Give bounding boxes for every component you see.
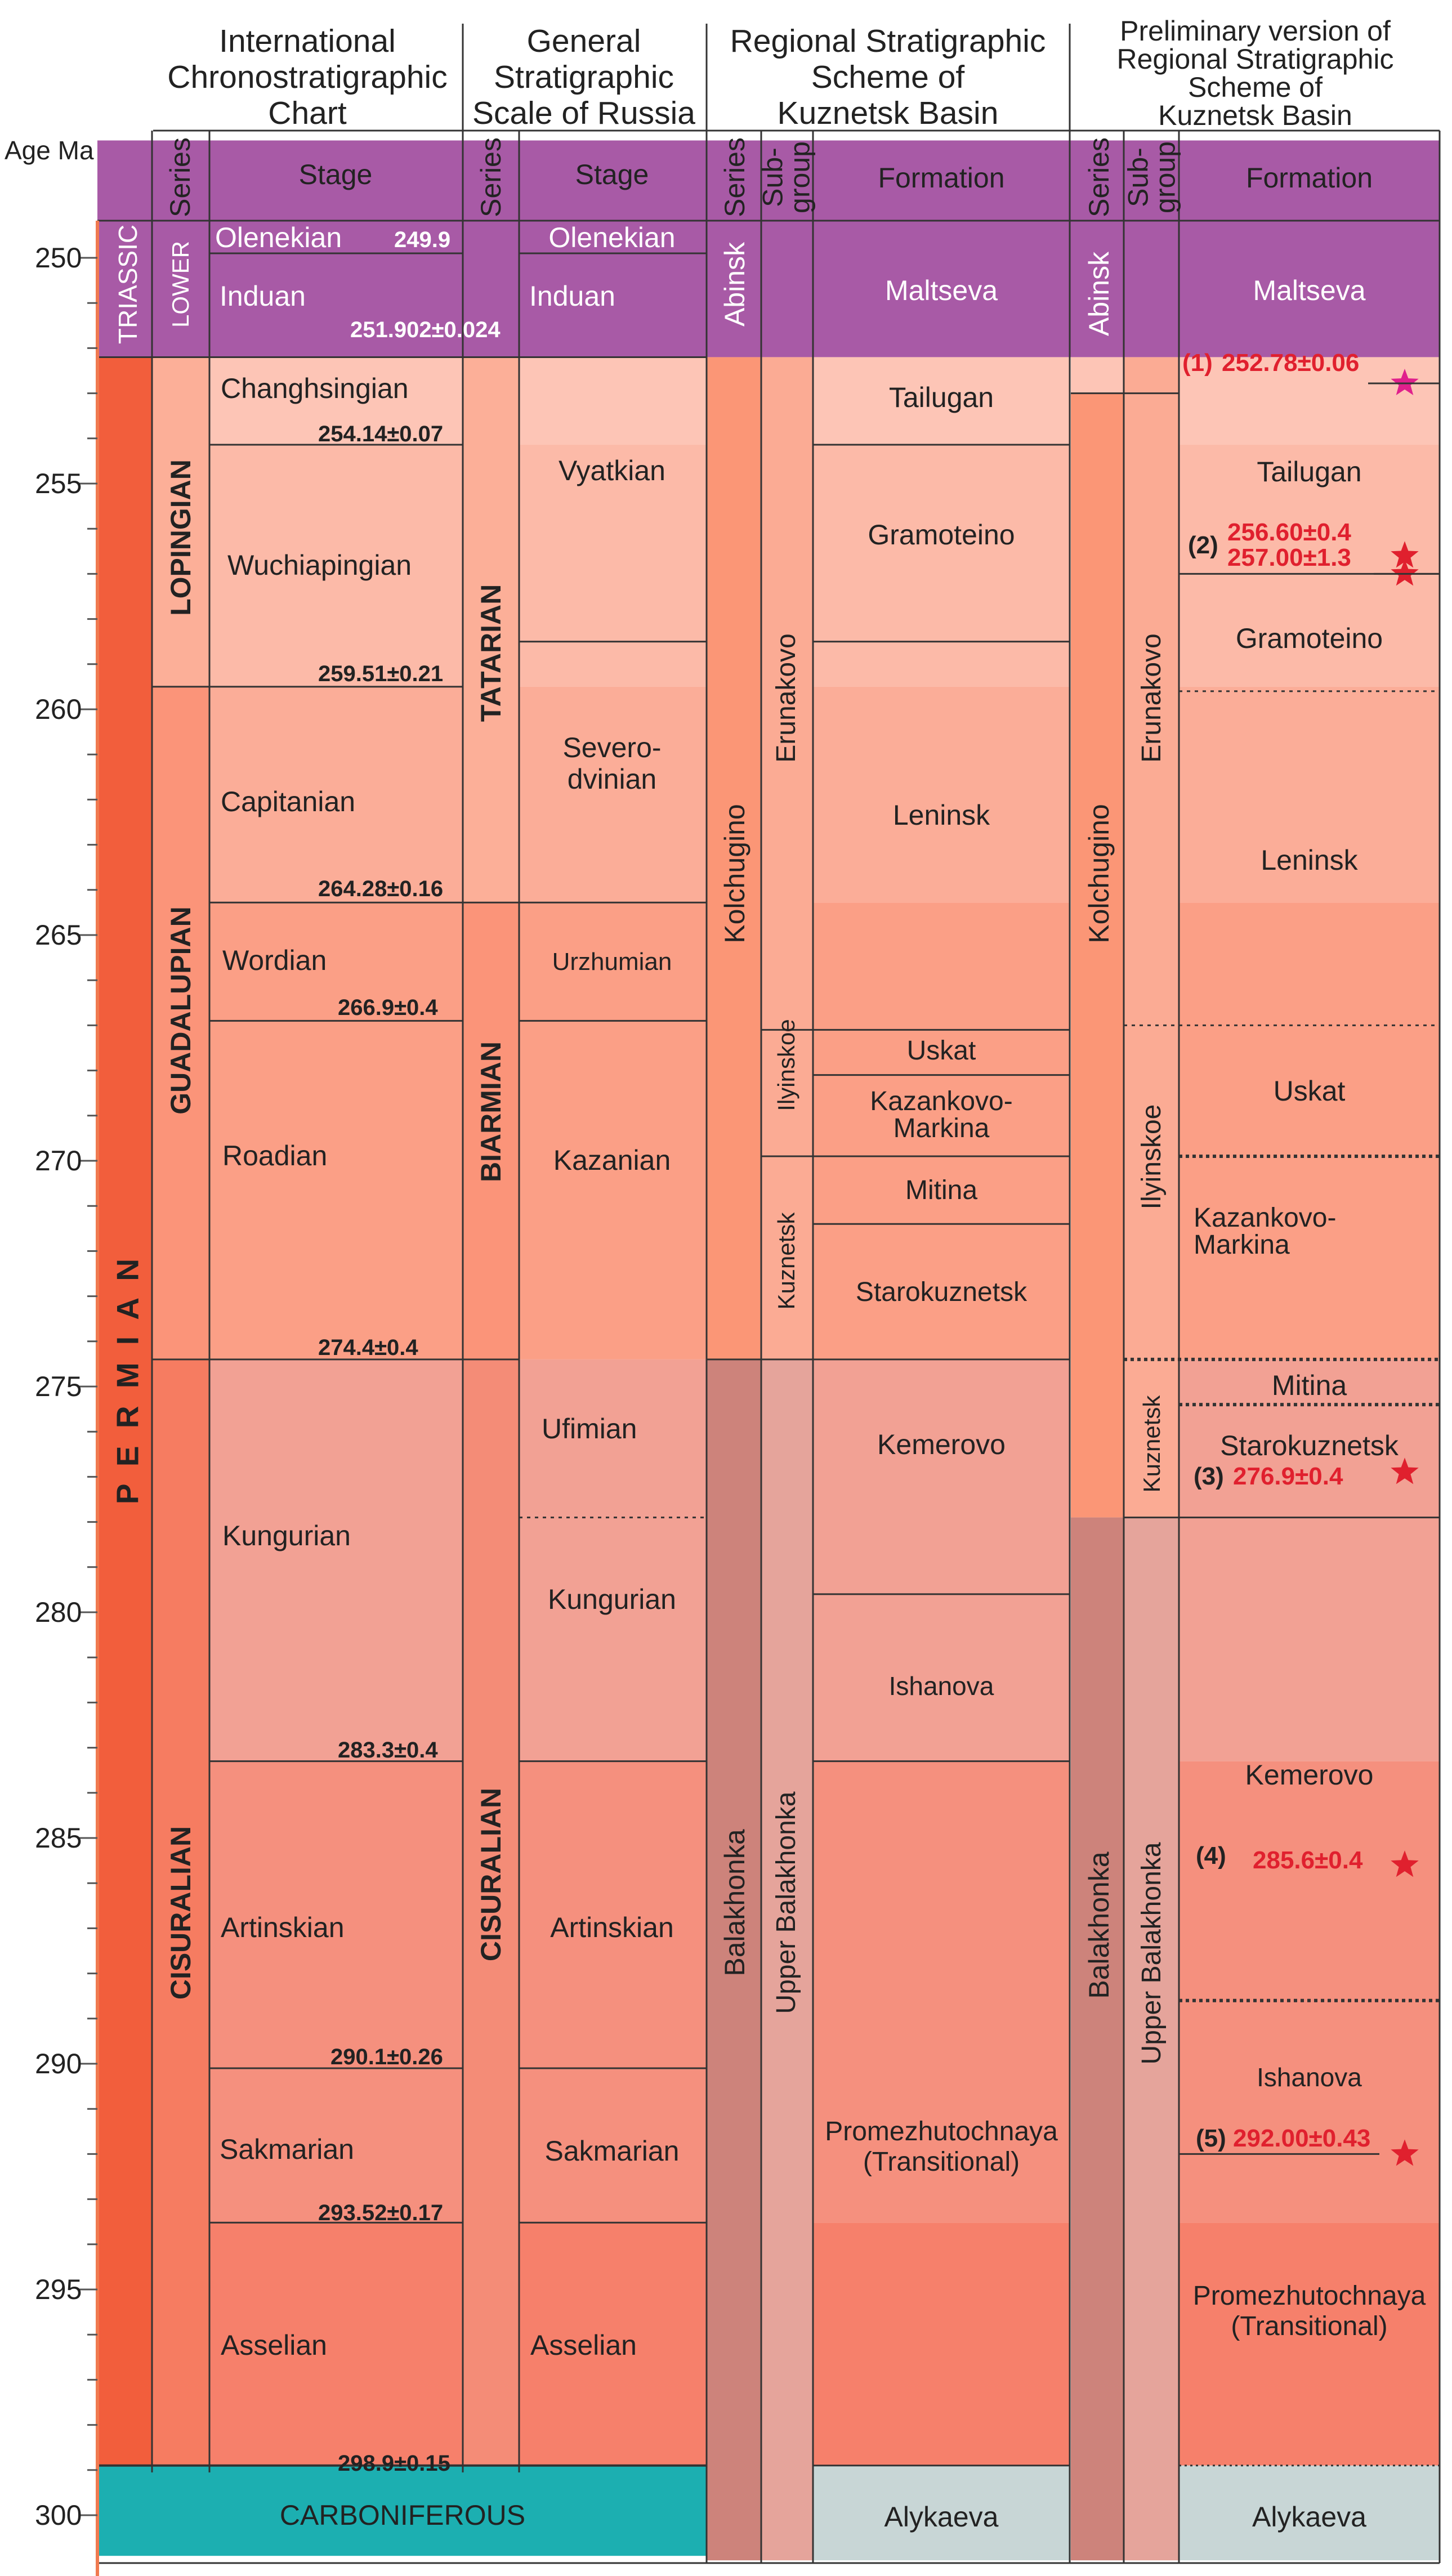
series-cisuralian: CISURALIAN bbox=[165, 1826, 196, 2000]
age-tick: 295 bbox=[35, 2274, 82, 2305]
stage-capitanian: Capitanian bbox=[221, 786, 356, 817]
date-value-5: 292.00±0.43 bbox=[1233, 2125, 1371, 2152]
pre-formation-kemerovo: Kemerovo bbox=[1245, 1759, 1374, 1791]
gss-severodvinian: Severo- dvinian bbox=[562, 732, 662, 795]
gss-kazanian: Kazanian bbox=[553, 1144, 671, 1176]
rss-formation-gramoteino: Gramoteino bbox=[868, 519, 1015, 551]
header-age: Age Ma bbox=[5, 136, 94, 165]
date-value-2b: 257.00±1.3 bbox=[1227, 544, 1351, 571]
gss-asselian: Asselian bbox=[530, 2329, 637, 2361]
rss-subgroup-ilyinskoe: Ilyinskoe bbox=[773, 1019, 799, 1111]
pre-formation-tailugan: Tailugan bbox=[1257, 456, 1362, 488]
age-tick: 285 bbox=[35, 1822, 82, 1854]
pre-formation-starokuznetsk: Starokuznetsk bbox=[1220, 1430, 1399, 1461]
series-lower: LOWER bbox=[167, 240, 194, 328]
formation-band bbox=[813, 2222, 1070, 2465]
age-tick: 250 bbox=[35, 242, 82, 274]
pre-series-abinsk: Abinsk bbox=[1083, 251, 1115, 337]
date-label-1: (1) bbox=[1182, 349, 1213, 377]
gss-olenekian: Olenekian bbox=[548, 222, 676, 253]
rss-formation-starokuznetsk: Starokuznetsk bbox=[855, 1277, 1027, 1307]
date-254.14: 254.14±0.07 bbox=[318, 422, 444, 446]
age-tick: 255 bbox=[35, 468, 82, 499]
rss-subgroup-kuznetsk: Kuznetsk bbox=[773, 1212, 799, 1310]
stage-sakmarian-ics: Sakmarian bbox=[220, 2134, 354, 2165]
pre-formation-gramoteino: Gramoteino bbox=[1235, 623, 1383, 654]
date-274.4: 274.4±0.4 bbox=[318, 1335, 418, 1360]
pre-formation-uskat: Uskat bbox=[1273, 1075, 1346, 1107]
header-preliminary: Preliminary version of Regional Stratigraphic Scheme of Kuznetsk Basin bbox=[1116, 15, 1394, 131]
pre-formation-mitina: Mitina bbox=[1271, 1370, 1347, 1401]
col-formation-rss: Formation bbox=[878, 162, 1005, 194]
gss-kungurian: Kungurian bbox=[548, 1584, 676, 1615]
date-label-4: (4) bbox=[1196, 1842, 1226, 1870]
rss-formation-mitina: Mitina bbox=[905, 1175, 978, 1205]
col-series-ics: Series bbox=[164, 137, 196, 217]
rss-formation-promezhutochnaya: Promezhutochnaya (Transitional) bbox=[825, 2117, 1058, 2177]
age-tick: 290 bbox=[35, 2048, 82, 2079]
pre-formation-alykaeva: Alykaeva bbox=[1252, 2501, 1366, 2533]
gss-artinskian: Artinskian bbox=[550, 1912, 674, 1943]
stage-asselian-ics: Asselian bbox=[221, 2329, 327, 2361]
header-ics: International Chronostratigraphic Chart bbox=[167, 23, 448, 131]
pre-subgroup-ilyinskoe: Ilyinskoe bbox=[1137, 1104, 1167, 1210]
series-biarmian: BIARMIAN bbox=[475, 1041, 507, 1182]
col-series-gss: Series bbox=[475, 137, 507, 217]
stage-wordian: Wordian bbox=[222, 945, 327, 976]
stage-wuchiapingian: Wuchiapingian bbox=[227, 549, 412, 581]
date-value-4: 285.6±0.4 bbox=[1253, 1846, 1363, 1874]
date-249.9: 249.9 bbox=[394, 227, 451, 252]
system-permian: P E R M I A N bbox=[110, 1254, 145, 1505]
pre-series-balakhonka: Balakhonka bbox=[1083, 1852, 1115, 1999]
header-rss: Regional Stratigraphic Scheme of Kuznetsk Basin bbox=[730, 23, 1046, 131]
fill-layer bbox=[97, 140, 1440, 2560]
abinsk-extension bbox=[1071, 357, 1124, 393]
date-label-3: (3) bbox=[1194, 1463, 1224, 1490]
date-264.28: 264.28±0.16 bbox=[318, 876, 444, 901]
age-tick: 280 bbox=[35, 1596, 82, 1628]
date-290.1: 290.1±0.26 bbox=[330, 2045, 443, 2069]
rss-formation-alykaeva: Alykaeva bbox=[884, 2501, 999, 2533]
series-lopingian: LOPINGIAN bbox=[165, 459, 196, 616]
pre-formation-kazankovo-markina: Kazankovo- Markina bbox=[1194, 1203, 1337, 1260]
formation-band bbox=[813, 445, 1070, 687]
date-value-1: 252.78±0.06 bbox=[1222, 349, 1360, 377]
rss-formation-kazankovo-markina: Kazankovo- Markina bbox=[870, 1086, 1013, 1143]
header-gss: General Stratigraphic Scale of Russia bbox=[472, 23, 696, 131]
pre-formation-promezhutochnaya: Promezhutochnaya (Transitional) bbox=[1192, 2281, 1426, 2341]
kolchugino-pre-band bbox=[1071, 393, 1124, 1518]
date-label-5: (5) bbox=[1196, 2125, 1226, 2152]
col-formation-pre: Formation bbox=[1245, 162, 1373, 194]
stage-kungurian-ics: Kungurian bbox=[222, 1520, 351, 1551]
pre-subgroup-erunakovo: Erunakovo bbox=[1137, 633, 1167, 763]
date-label-2: (2) bbox=[1188, 531, 1218, 559]
formation-band bbox=[1179, 902, 1440, 1359]
rss-series-balakhonka: Balakhonka bbox=[719, 1829, 750, 1976]
formation-band bbox=[813, 687, 1070, 902]
rss-formation-kemerovo: Kemerovo bbox=[877, 1429, 1006, 1460]
col-subgroup-pre: Sub- group bbox=[1122, 141, 1181, 213]
date-value-3: 276.9±0.4 bbox=[1233, 1463, 1343, 1490]
date-266.9: 266.9±0.4 bbox=[338, 995, 438, 1020]
col-stage-gss: Stage bbox=[575, 159, 649, 190]
date-293.52: 293.52±0.17 bbox=[318, 2201, 444, 2225]
gss-urzhumian: Urzhumian bbox=[552, 948, 672, 976]
stage-induan: Induan bbox=[220, 280, 306, 312]
pre-formation-maltseva: Maltseva bbox=[1253, 275, 1366, 306]
rss-formation-maltseva: Maltseva bbox=[884, 275, 998, 306]
pre-series-kolchugino: Kolchugino bbox=[1083, 804, 1115, 943]
rss-subgroup-upper-balakhonka: Upper Balakhonka bbox=[771, 1791, 801, 2014]
pre-formation-leninsk: Leninsk bbox=[1261, 844, 1358, 876]
pre-subgroup-upper-balakhonka: Upper Balakhonka bbox=[1137, 1842, 1167, 2065]
age-tick: 265 bbox=[35, 919, 82, 951]
date-259.51: 259.51±0.21 bbox=[318, 661, 444, 686]
gss-vyatkian: Vyatkian bbox=[559, 455, 665, 486]
col-stage-ics: Stage bbox=[298, 159, 373, 190]
rss-subgroup-erunakovo: Erunakovo bbox=[771, 633, 801, 763]
series-guadalupian: GUADALUPIAN bbox=[165, 906, 196, 1115]
formation-band bbox=[1179, 1359, 1440, 1761]
series-tatarian: TATARIAN bbox=[475, 584, 507, 722]
subgroup-pre-band bbox=[1124, 357, 1179, 1517]
date-283.3: 283.3±0.4 bbox=[338, 1738, 438, 1763]
age-tick: 300 bbox=[35, 2499, 82, 2531]
rss-formation-uskat: Uskat bbox=[906, 1036, 976, 1066]
stage-changhsingian: Changhsingian bbox=[221, 373, 409, 404]
col-subgroup-rss: Sub- group bbox=[757, 141, 815, 213]
balakhonka-pre-band bbox=[1071, 1518, 1124, 2561]
subgroup-band bbox=[761, 357, 813, 1359]
series-cisuralian-gss: CISURALIAN bbox=[475, 1787, 507, 1962]
rss-series-abinsk: Abinsk bbox=[719, 242, 750, 327]
pre-subgroup-kuznetsk: Kuznetsk bbox=[1138, 1395, 1165, 1493]
system-triassic: TRIASSIC bbox=[113, 224, 142, 345]
rss-formation-ishanova: Ishanova bbox=[888, 1671, 994, 1701]
stage-olenekian: Olenekian bbox=[215, 222, 342, 253]
date-298.9: 298.9±0.15 bbox=[338, 2451, 450, 2476]
gss-ufimian: Ufimian bbox=[542, 1413, 637, 1444]
gss-sakmarian: Sakmarian bbox=[544, 2135, 680, 2167]
col-series-pre: Series bbox=[1083, 137, 1115, 217]
rss-formation-tailugan: Tailugan bbox=[888, 382, 994, 413]
formation-band bbox=[1179, 2222, 1440, 2465]
pre-formation-ishanova: Ishanova bbox=[1257, 2063, 1362, 2092]
col-series-rss: Series bbox=[719, 137, 750, 217]
formation-band bbox=[813, 1359, 1070, 1761]
gss-induan: Induan bbox=[529, 280, 615, 312]
rss-formation-leninsk: Leninsk bbox=[892, 799, 990, 831]
stage-artinskian-ics: Artinskian bbox=[221, 1912, 345, 1943]
system-carboniferous: CARBONIFEROUS bbox=[279, 2499, 526, 2531]
age-tick: 260 bbox=[35, 694, 82, 725]
date-251.902: 251.902±0.024 bbox=[350, 317, 501, 342]
age-tick: 270 bbox=[35, 1145, 82, 1177]
age-tick: 275 bbox=[35, 1371, 82, 1402]
date-value-2: 256.60±0.4 bbox=[1227, 518, 1351, 546]
stage-roadian: Roadian bbox=[222, 1140, 328, 1171]
rss-series-kolchugino: Kolchugino bbox=[719, 804, 750, 943]
